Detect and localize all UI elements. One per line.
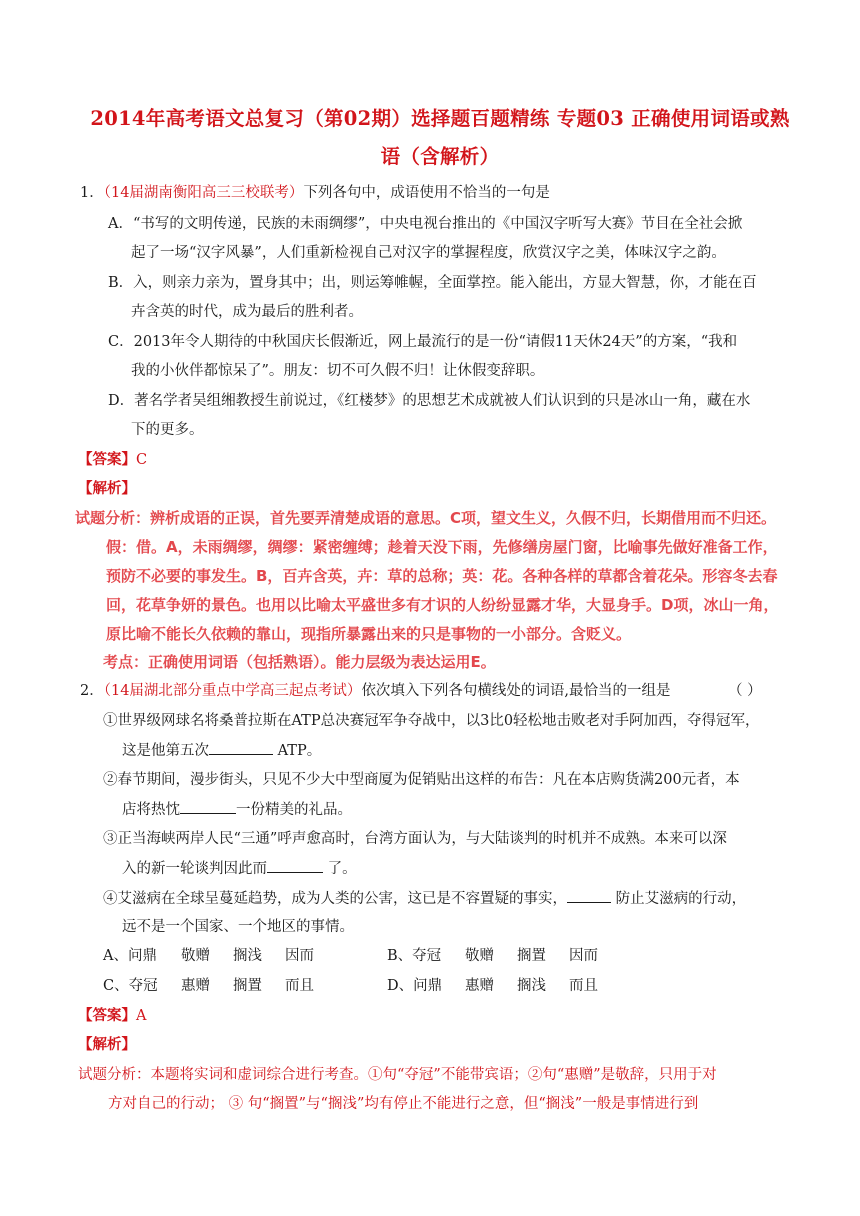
q1-stem <box>80 183 550 203</box>
q1-analysis-line-5: 原比喻不能长久依赖的靠山，现指所暴露出来的只是事物的一小部分。含贬义。 <box>106 625 632 643</box>
q2-number: 2． <box>80 683 104 699</box>
q1-answer-value: C <box>136 452 148 468</box>
q2-option-c <box>103 976 314 996</box>
q2-option-d <box>387 976 598 996</box>
q2-s4-tail: 防止艾滋病的行动， <box>611 891 747 907</box>
q2-option-b-4: 因而 <box>569 948 598 964</box>
q2-s1-tail: ATP。 <box>273 743 322 759</box>
q1-question: 下列各句中，成语使用不恰当的一句是 <box>303 185 550 201</box>
q2-option-d-4: 而且 <box>569 978 598 994</box>
q2-sentence-3-line1: ③正当海峡两岸人民“三通”呼声愈高时，台湾方面认为，与大陆谈判的时机并不成熟。本来可以深 <box>103 831 727 847</box>
q1-option-a-line1: A．“书写的文明传递，民族的未雨绸缪”，中央电视台推出的《中国汉字听写大赛》节目在全社会掀 <box>108 216 743 232</box>
q2-s1-text: 这是他第五次 <box>122 743 209 759</box>
q1-option-a-line2: 起了一场“汉字风暴”，人们重新检视自己对汉字的掌握程度，欣赏汉字之美，体味汉字之韵。 <box>131 245 726 261</box>
q2-answer-value: A <box>136 1008 147 1024</box>
q2-option-c-4: 而且 <box>285 978 314 994</box>
q2-analysis-label: 【解析】 <box>78 1036 136 1053</box>
q2-option-d-1: D、问鼎 <box>387 978 443 994</box>
q2-answer <box>78 1006 146 1026</box>
q2-s2-text: 店将热忱 <box>122 802 180 818</box>
q1-option-c-line1: C．2013年令人期待的中秋国庆长假渐近，网上最流行的是一份“请假11天休24天”的方案，“我和 <box>108 334 738 350</box>
q2-s3-text: 入的新一轮谈判因此而 <box>122 861 267 877</box>
q2-blank-3[interactable] <box>267 858 323 873</box>
q2-sentence-1-line1: ①世界级网球名将桑普拉斯在ATP总决赛冠军争夺战中，以3比0轻松地击败老对手阿加西，夺得冠军， <box>103 713 760 729</box>
q2-blank-2[interactable] <box>180 799 236 814</box>
q2-option-c-1: C、夺冠 <box>103 978 158 994</box>
q2-option-b-1: B、夺冠 <box>387 948 442 964</box>
q1-option-b-line2: 卉含英的时代，成为最后的胜利者。 <box>131 304 363 320</box>
q2-sentence-3-line2 <box>122 858 357 879</box>
q2-option-a-1: A、问鼎 <box>103 948 157 964</box>
q1-option-d-line2: 下的更多。 <box>131 422 204 438</box>
q1-analysis-line-4: 回，花草争妍的景色。也用以比喻太平盛世多有才识的人纷纷显露才华，大显身手。D项，冰山一角， <box>106 596 779 614</box>
q2-answer-paren: （ ） <box>728 683 762 699</box>
q2-sentence-4-line2: 远不是一个国家、一个地区的事情。 <box>122 919 354 935</box>
q2-s3-tail: 了。 <box>323 861 357 877</box>
q2-option-b-2: 敬赠 <box>465 948 494 964</box>
q2-blank-1[interactable] <box>209 740 273 755</box>
q2-option-b <box>387 946 598 966</box>
q2-option-c-2: 惠赠 <box>181 978 210 994</box>
q2-s4-text: ④艾滋病在全球呈蔓延趋势，成为人类的公害，这已是不容置疑的事实， <box>103 891 567 907</box>
q1-analysis-line-3: 预防不必要的事发生。B，百卉含英，卉：草的总称；英：花。各种各样的草都含着花朵。形容冬去春 <box>106 567 778 585</box>
q2-analysis-line-1: 试题分析：本题将实词和虚词综合进行考查。①句“夺冠”不能带宾语；②句“惠赠”是敬辞，只用于对 <box>78 1067 717 1083</box>
q2-answer-label: 【答案】 <box>78 1007 136 1024</box>
q1-number: 1． <box>80 185 104 201</box>
q2-sentence-4-line1 <box>103 888 746 909</box>
q2-blank-4[interactable] <box>567 888 611 903</box>
q1-option-c-line2: 我的小伙伴都惊呆了”。朋友：切不可久假不归！让休假变辞职。 <box>131 363 545 379</box>
q1-answer <box>78 450 147 470</box>
q2-option-c-3: 搁置 <box>233 978 262 994</box>
q1-analysis-label: 【解析】 <box>78 480 136 497</box>
q2-source: （14届湖北部分重点中学高三起点考试） <box>103 683 362 699</box>
q2-option-d-2: 惠赠 <box>465 978 494 994</box>
q2-option-d-3: 搁浅 <box>517 978 546 994</box>
q1-knowledge-point: 考点：正确使用词语（包括熟语）。能力层级为表达运用E。 <box>103 653 496 671</box>
q2-option-a <box>103 946 314 966</box>
q1-source: （14届湖南衡阳高三三校联考） <box>103 185 304 201</box>
q2-option-a-2: 敬赠 <box>181 948 210 964</box>
page-title <box>90 100 790 176</box>
q2-sentence-1-line2 <box>122 740 321 761</box>
q2-analysis-line-2: 方对自己的行动； ③ 句“搁置”与“搁浅”均有停止不能进行之意，但“搁浅”一般是事情进行到 <box>108 1096 699 1112</box>
q2-sentence-2-line1: ②春节期间，漫步街头，只见不少大中型商厦为促销贴出这样的布告：凡在本店购货满200元者，本 <box>103 772 740 788</box>
q1-analysis-line-1: 试题分析：辨析成语的正误，首先要弄清楚成语的意思。C项，望文生义，久假不归，长期借用而不归还。 <box>75 509 777 527</box>
q2-s2-tail: 一份精美的礼品。 <box>236 802 352 818</box>
q2-stem <box>80 681 671 701</box>
q1-answer-label: 【答案】 <box>78 451 136 468</box>
q1-analysis-line-2: 假：借。A，未雨绸缪，绸缪：紧密缠缚；趁着天没下雨，先修缮房屋门窗，比喻事先做好准备工作， <box>106 538 778 556</box>
q2-option-b-3: 搁置 <box>517 948 546 964</box>
title-line-1: 2014年高考语文总复习（第02期）选择题百题精练 专题03 正确使用词语或熟 <box>90 107 790 130</box>
title-line-2: 语（含解析） <box>380 145 500 168</box>
q2-question: 依次填入下列各句横线处的词语,最恰当的一组是 <box>361 683 671 699</box>
q1-option-d-line1: D．著名学者吴组缃教授生前说过，《红楼梦》的思想艺术成就被人们认识到的只是冰山一角，藏在水 <box>108 393 751 409</box>
q2-sentence-2-line2 <box>122 799 352 820</box>
q2-option-a-3: 搁浅 <box>233 948 262 964</box>
q1-option-b-line1: B．入，则亲力亲为，置身其中；出，则运筹帷幄，全面掌控。能入能出，方显大智慧，你，才能在百 <box>108 275 757 291</box>
q2-option-a-4: 因而 <box>285 948 314 964</box>
